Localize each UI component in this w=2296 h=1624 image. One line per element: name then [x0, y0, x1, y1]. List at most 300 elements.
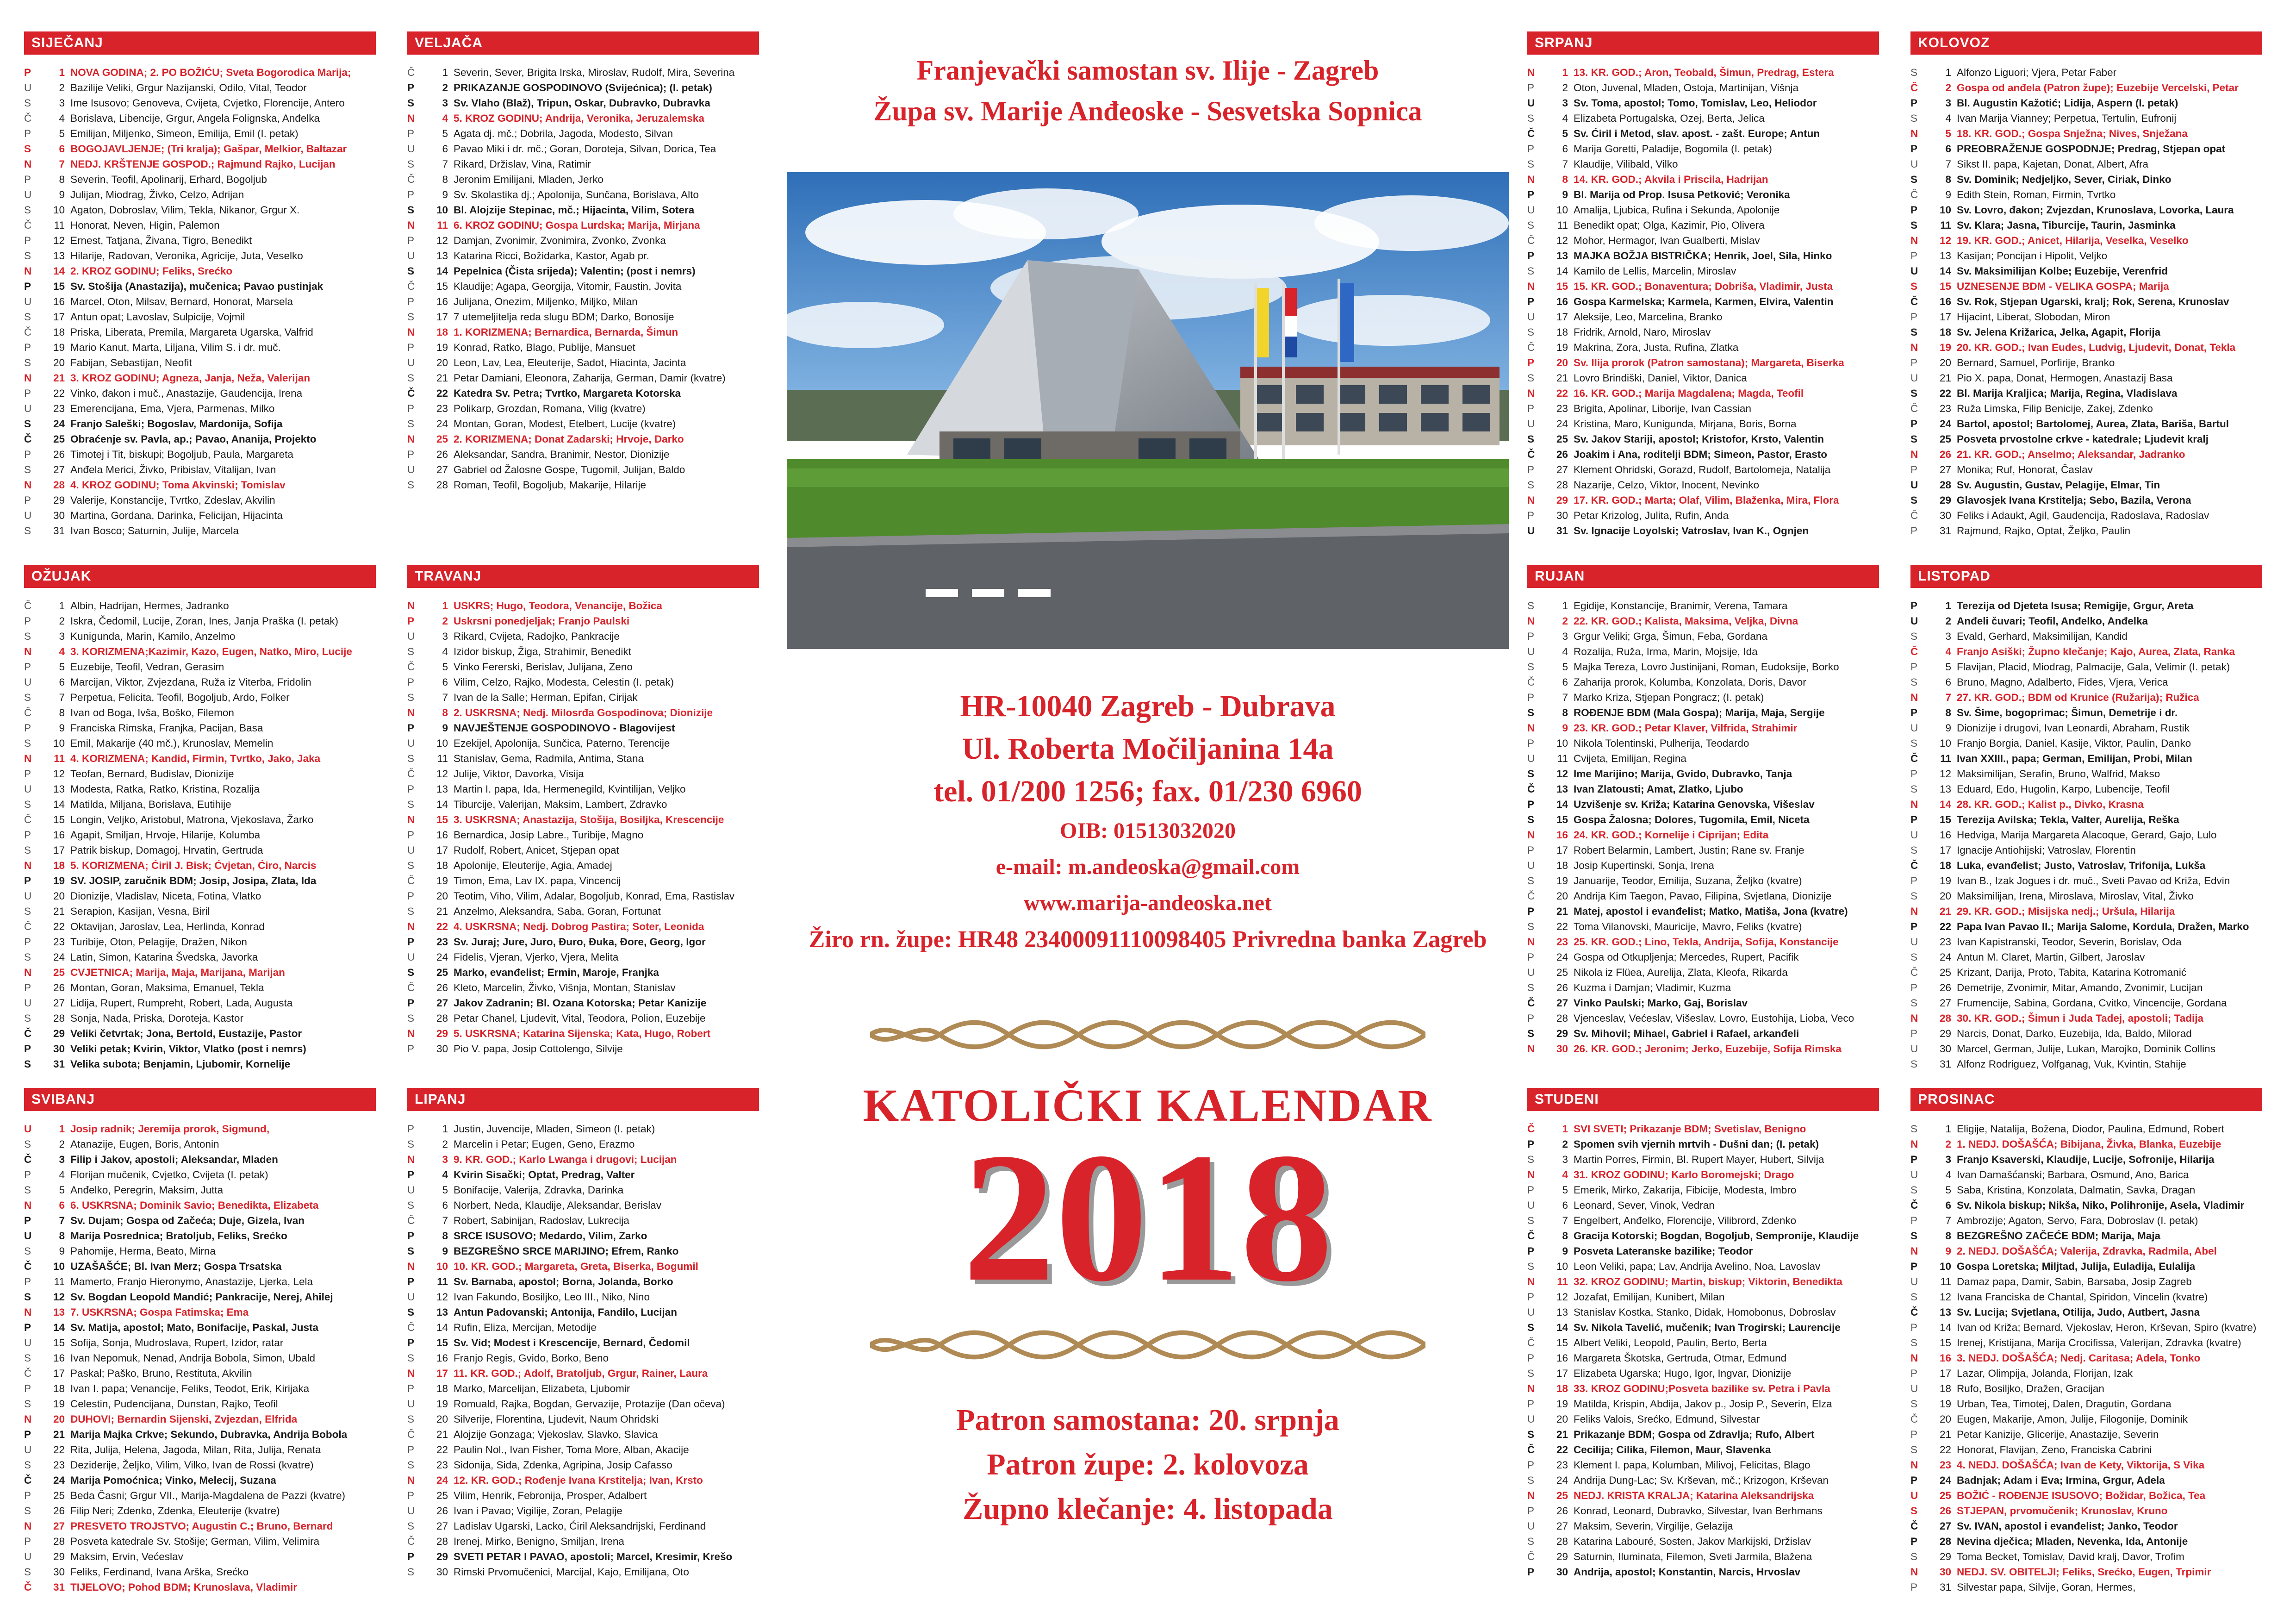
month-header: VELJAČA	[407, 31, 759, 55]
weekday-letter: Č	[1910, 82, 1918, 94]
weekday-letter: S	[407, 418, 415, 430]
day-row	[1527, 1350, 1879, 1366]
patron-monastery: Patron samostana: 20. srpnja	[956, 1403, 1339, 1437]
weekday-letter: S	[407, 1459, 415, 1471]
day-row	[1527, 263, 1879, 279]
day-row	[24, 1442, 376, 1457]
day-saints: Demetrije, Zvonimir, Mitar, Amando, Zvonimir, Lucijan	[1957, 982, 2203, 993]
weekday-letter: S	[407, 1413, 415, 1425]
weekday-letter: U	[407, 737, 415, 749]
day-number: 3	[442, 1154, 448, 1165]
day-number: 27	[436, 997, 448, 1009]
day-saints: Serapion, Kasijan, Vesna, Biril	[70, 906, 210, 917]
day-row	[407, 309, 759, 325]
day-list	[1527, 1121, 1879, 1580]
day-saints: Nazarije, Celzo, Viktor, Inocent, Nevinko	[1574, 479, 1760, 491]
day-saints: Paskal; Paško, Bruno, Restituta, Akvilin	[70, 1368, 252, 1379]
day-saints: Hilarije, Radovan, Veronika, Agricije, Juta, Veselko	[70, 250, 303, 262]
day-saints: Joakim i Ana, roditelji BDM; Simeon, Pastor, Erasto	[1574, 449, 1828, 460]
day-row	[1910, 1274, 2262, 1289]
day-row	[1527, 447, 1879, 462]
day-number: 10	[436, 737, 448, 749]
day-saints: Hijacint, Liberat, Slobodan, Miron	[1957, 311, 2110, 323]
day-row	[407, 462, 759, 477]
day-row	[24, 1152, 376, 1167]
day-number: 16	[53, 829, 65, 841]
day-row	[1527, 1335, 1879, 1350]
day-row	[407, 1350, 759, 1366]
day-saints: 7. USKRSNA; Gospa Fatimska; Ema	[70, 1306, 249, 1318]
weekday-letter: N	[407, 707, 415, 718]
day-saints: Oton, Juvenal, Mladen, Ostoja, Martinijan, Višnja	[1574, 82, 1799, 94]
weekday-letter: N	[1527, 1490, 1535, 1501]
day-row	[1910, 523, 2262, 538]
weekday-letter: S	[1527, 479, 1535, 491]
day-number: 12	[1556, 235, 1568, 246]
weekday-letter: U	[1527, 525, 1535, 537]
day-saints: Montan, Goran, Maksima, Emanuel, Tekla	[70, 982, 264, 993]
weekday-letter: S	[1910, 1184, 1918, 1196]
day-row	[24, 1381, 376, 1396]
church-photo-illustration	[787, 172, 1509, 649]
day-saints: Anđela Merici, Živko, Pribislav, Vitalijan, Ivan	[70, 464, 276, 475]
day-row	[1527, 1442, 1879, 1457]
weekday-letter: U	[1527, 1306, 1535, 1318]
weekday-letter: S	[1527, 158, 1535, 170]
day-saints: Marko Kriza, Stjepan Pongracz; (I. petak)	[1574, 692, 1764, 703]
weekday-letter: U	[24, 997, 32, 1009]
day-saints: NEDJ. KRŠTENJE GOSPOD.; Rajmund Rajko, Lucijan	[70, 158, 336, 170]
weekday-letter: Č	[1527, 1444, 1535, 1455]
weekday-letter: S	[24, 204, 31, 216]
day-saints: Severin, Teofil, Apolinarij, Erhard, Bogoljub	[70, 174, 267, 185]
day-saints: Lovro Brindiški, Daniel, Viktor, Danica	[1574, 372, 1747, 384]
day-row	[24, 965, 376, 980]
day-row	[1527, 1488, 1879, 1503]
weekday-letter: S	[1910, 219, 1918, 231]
day-saints: Norbert, Neda, Klaudije, Aleksandar, Berislav	[454, 1199, 661, 1211]
day-number: 6	[442, 676, 448, 688]
day-saints: Luka, evanđelist; Justo, Vatroslav, Trifonija, Lukša	[1957, 860, 2206, 871]
weekday-letter: S	[1910, 1444, 1918, 1455]
day-saints: Terezija Avilska; Tekla, Valter, Aurelija, Reška	[1957, 814, 2179, 825]
weekday-letter: S	[1910, 1551, 1918, 1562]
day-number: 2	[1562, 615, 1568, 627]
day-row	[407, 80, 759, 95]
weekday-letter: S	[1527, 1215, 1535, 1226]
weekday-letter: P	[24, 174, 31, 185]
day-number: 4	[1562, 646, 1568, 657]
weekday-letter: N	[1910, 1459, 1918, 1471]
weekday-letter: U	[407, 357, 415, 369]
day-row	[1527, 1564, 1879, 1580]
day-saints: Julije, Viktor, Davorka, Visija	[454, 768, 584, 780]
day-row	[1910, 1182, 2262, 1198]
day-row	[1527, 1305, 1879, 1320]
day-saints: STJEPAN, prvomučenik; Krunoslav, Kruno	[1957, 1505, 2168, 1517]
month-block-sijecanj	[24, 31, 376, 538]
day-saints: Toma Becket, Tomislav, David kralj, Davor, Trofim	[1957, 1551, 2184, 1562]
day-saints: 2. NEDJ. DOŠAŠĆA; Valerija, Zdravka, Radmila, Abel	[1957, 1245, 2217, 1257]
day-number: 7	[442, 158, 448, 170]
day-saints: Sv. Šime, bogoprimac; Šimun, Demetrije i dr.	[1957, 707, 2178, 718]
day-row	[1527, 1503, 1879, 1518]
day-row	[407, 1026, 759, 1041]
day-saints: Matej, apostol i evanđelist; Matko, Matiša, Jona (kvatre)	[1574, 906, 1848, 917]
day-saints: NOVA GODINA; 2. PO BOŽIĆU; Sveta Bogorodica Marija;	[70, 67, 351, 78]
day-row	[407, 629, 759, 644]
day-saints: PREOBRAŽENJE GOSPODNJE; Predrag, Stjepan opat	[1957, 143, 2226, 155]
day-saints: Sv. Vlaho (Blaž), Tripun, Oskar, Dubravko, Dubravka	[454, 97, 710, 109]
day-row	[24, 1213, 376, 1228]
weekday-letter: Č	[1527, 1230, 1535, 1242]
day-saints: BEZGREŠNO ZAČEĆE BDM; Marija, Maja	[1957, 1230, 2161, 1242]
weekday-letter: N	[1910, 128, 1918, 139]
weekday-letter: P	[407, 1230, 415, 1242]
day-row	[1527, 325, 1879, 340]
day-saints: Vinko Fererski, Berislav, Julijana, Zeno	[454, 661, 633, 673]
day-number: 3	[1562, 1154, 1568, 1165]
month-header: PROSINAC	[1910, 1088, 2262, 1111]
day-number: 14	[436, 265, 448, 277]
day-row	[1527, 873, 1879, 888]
day-list	[407, 598, 759, 1056]
day-row	[407, 95, 759, 111]
day-number: 31	[1939, 1581, 1951, 1593]
day-saints: Sidonija, Sida, Zdenka, Agripina, Josip Cafasso	[454, 1459, 672, 1471]
day-saints: Pahomije, Herma, Beato, Mirna	[70, 1245, 216, 1257]
weekday-letter: S	[1910, 783, 1918, 795]
day-number: 26	[1556, 449, 1568, 460]
day-number: 6	[1945, 1199, 1951, 1211]
day-number: 24	[1556, 418, 1568, 430]
day-row	[407, 827, 759, 843]
day-number: 5	[59, 128, 65, 139]
email-link[interactable]: e-mail: m.andeoska@gmail.com	[996, 855, 1300, 879]
day-row	[1910, 401, 2262, 416]
day-row	[1910, 888, 2262, 904]
weekday-letter: S	[1527, 219, 1535, 231]
weekday-letter: P	[24, 1169, 31, 1181]
day-row	[1527, 812, 1879, 827]
day-saints: Irenej, Kristijana, Marija Crocifissa, Valerijan, Zdravka (kvatre)	[1957, 1337, 2241, 1349]
day-number: 25	[1939, 1490, 1951, 1501]
day-row	[407, 218, 759, 233]
day-row	[1910, 80, 2262, 95]
day-row	[1527, 1026, 1879, 1041]
day-saints: Eugen, Makarije, Amon, Julije, Filogonije, Dominik	[1957, 1413, 2188, 1425]
day-row	[1527, 1534, 1879, 1549]
day-row	[407, 1473, 759, 1488]
weekday-letter: P	[1910, 464, 1918, 475]
day-saints: Klement I. papa, Kolumban, Milivoj, Felicitas, Blago	[1574, 1459, 1811, 1471]
day-number: 1	[59, 1123, 65, 1135]
day-row	[1910, 202, 2262, 218]
day-number: 23	[1556, 936, 1568, 948]
day-row	[1527, 95, 1879, 111]
weekday-letter: P	[1910, 357, 1918, 369]
day-saints: Rikard, Cvijeta, Radojko, Pankracije	[454, 631, 620, 642]
day-row	[24, 1366, 376, 1381]
day-number: 21	[53, 1429, 65, 1440]
day-row	[24, 111, 376, 126]
day-saints: Borislava, Libencije, Grgur, Angela Folignska, Anđelka	[70, 112, 320, 124]
day-row	[24, 248, 376, 263]
day-row	[24, 1412, 376, 1427]
day-saints: Ivana Franciska de Chantal, Spiridon, Vincelin (kvatre)	[1957, 1291, 2208, 1303]
weekday-letter: Č	[1527, 449, 1535, 460]
day-number: 15	[436, 281, 448, 292]
day-number: 14	[53, 265, 65, 277]
weekday-letter: S	[24, 1505, 31, 1517]
weekday-letter: S	[24, 1058, 31, 1070]
day-number: 5	[1562, 1184, 1568, 1196]
oib: OIB: 01513032020	[1059, 818, 1236, 843]
day-number: 8	[59, 707, 65, 718]
day-saints: NEDJ. SV. OBITELJI; Feliks, Srećko, Eugen, Trpimir	[1957, 1566, 2211, 1578]
day-number: 20	[436, 1413, 448, 1425]
day-saints: Bernardica, Josip Labre., Turibije, Magno	[454, 829, 644, 841]
weekday-letter: S	[24, 1352, 31, 1364]
day-row	[1527, 613, 1879, 629]
day-number: 12	[436, 235, 448, 246]
day-number: 18	[1939, 326, 1951, 338]
day-saints: Zaharija prorok, Kolumba, Konzolata, Doris, Davor	[1574, 676, 1806, 688]
weekday-letter: S	[24, 906, 31, 917]
day-row	[24, 1243, 376, 1259]
weekday-letter: P	[1910, 1154, 1918, 1165]
day-row	[407, 736, 759, 751]
day-row	[24, 1350, 376, 1366]
day-saints: Ivan XXIII., papa; German, Emilijan, Probi, Milan	[1957, 753, 2192, 764]
day-row	[1910, 827, 2262, 843]
day-number: 13	[1556, 250, 1568, 262]
weekday-letter: S	[24, 1566, 31, 1578]
weekday-letter: P	[407, 1551, 415, 1562]
month-header: KOLOVOZ	[1910, 31, 2262, 55]
day-row	[1910, 751, 2262, 766]
day-number: 22	[53, 387, 65, 399]
weekday-letter: Č	[407, 387, 415, 399]
day-saints: Kristina, Maro, Kunigunda, Mirjana, Boris, Borna	[1574, 418, 1797, 430]
day-saints: 26. KR. GOD.; Jeronim; Jerko, Euzebije, Sofija Rimska	[1574, 1043, 1842, 1055]
day-number: 12	[1556, 768, 1568, 780]
day-row	[407, 751, 759, 766]
day-number: 7	[442, 1215, 448, 1226]
day-row	[1527, 1366, 1879, 1381]
day-saints: 13. KR. GOD.; Aron, Teobald, Šimun, Predrag, Estera	[1574, 67, 1834, 78]
day-row	[1527, 218, 1879, 233]
day-saints: Franjo Asiški; Župno klečanje; Kajo, Aurea, Zlata, Ranka	[1957, 646, 2235, 657]
day-saints: Damaz papa, Damir, Sabin, Barsaba, Josip Zagreb	[1957, 1276, 2192, 1287]
day-row	[24, 508, 376, 523]
weekday-letter: U	[24, 296, 32, 307]
weekday-letter: P	[407, 676, 415, 688]
day-list	[407, 1121, 759, 1580]
day-number: 28	[1939, 479, 1951, 491]
weekday-letter: N	[1527, 722, 1535, 734]
day-row	[1527, 416, 1879, 431]
day-row	[407, 233, 759, 248]
month-block-lipanj	[407, 1088, 759, 1580]
day-row	[24, 1041, 376, 1056]
day-saints: Vinko Paulski; Marko, Gaj, Borislav	[1574, 997, 1748, 1009]
day-saints: Sv. IVAN, apostol i evanđelist; Janko, Teodor	[1957, 1520, 2178, 1532]
day-number: 19	[53, 342, 65, 353]
day-number: 19	[1939, 1398, 1951, 1410]
day-row	[1910, 1473, 2262, 1488]
day-row	[1527, 1121, 1879, 1137]
day-saints: Teofan, Bernard, Budislav, Dionizije	[70, 768, 234, 780]
day-saints: Paulin Nol., Ivan Fisher, Toma More, Alban, Akacije	[454, 1444, 689, 1455]
day-number: 30	[53, 1043, 65, 1055]
day-saints: Gospa Loretska; Miljtad, Julija, Euladija, Eulalija	[1957, 1261, 2196, 1272]
day-saints: 22. KR. GOD.; Kalista, Maksima, Veljka, Divna	[1574, 615, 1798, 627]
day-row	[24, 1335, 376, 1350]
day-row	[1910, 598, 2262, 613]
day-row	[1527, 797, 1879, 812]
day-number: 26	[436, 449, 448, 460]
day-saints: SV. JOSIP, zaručnik BDM; Josip, Josipa, Zlata, Ida	[70, 875, 317, 887]
day-row	[1527, 1182, 1879, 1198]
day-row	[1910, 141, 2262, 156]
day-saints: 5. KORIZMENA; Ćiril J. Bisk; Ćvjetan, Ćiro, Narcis	[70, 860, 317, 871]
day-row	[407, 1320, 759, 1335]
day-number: 1	[442, 1123, 448, 1135]
day-saints: Ivan Kapistranski, Teodor, Severin, Borislav, Oda	[1957, 936, 2182, 948]
day-number: 17	[436, 1368, 448, 1379]
day-row	[24, 477, 376, 493]
day-saints: Emil, Makarije (40 mč.), Krunoslav, Memelin	[70, 737, 274, 749]
day-saints: Gospa Karmelska; Karmela, Karmen, Elvira, Valentin	[1574, 296, 1834, 307]
weekday-letter: P	[1527, 1012, 1535, 1024]
day-saints: Antun opat; Lavoslav, Sulpicije, Vojmil	[70, 311, 245, 323]
day-saints: Fabijan, Sebastijan, Neofit	[70, 357, 192, 369]
day-saints: Saturnin, Iluminata, Filemon, Sveti Jarmila, Blažena	[1574, 1551, 1812, 1562]
day-number: 1	[442, 600, 448, 612]
weekday-letter: Č	[1527, 1551, 1535, 1562]
weekday-letter: S	[407, 97, 415, 109]
weekday-letter: S	[407, 906, 415, 917]
day-number: 7	[59, 158, 65, 170]
weekday-letter: S	[24, 250, 31, 262]
day-number: 24	[53, 418, 65, 430]
day-saints: Sv. Lovro, đakon; Zvjezdan, Krunoslava, Lovorka, Laura	[1957, 204, 2234, 216]
day-row	[1527, 1213, 1879, 1228]
day-row	[1527, 659, 1879, 675]
day-row	[24, 1056, 376, 1072]
day-number: 2	[1945, 1138, 1951, 1150]
day-saints: Rudolf, Robert, Anicet, Stjepan opat	[454, 844, 619, 856]
website-link[interactable]: www.marija-andeoska.net	[1024, 891, 1272, 915]
weekday-letter: N	[407, 112, 415, 124]
weekday-letter: Č	[1910, 296, 1918, 307]
day-saints: Atanazije, Eugen, Boris, Antonin	[70, 1138, 219, 1150]
day-row	[407, 949, 759, 965]
weekday-letter: U	[1910, 1169, 1918, 1181]
day-saints: Nikola Tolentinski, Pulherija, Teodardo	[1574, 737, 1749, 749]
weekday-letter: S	[1527, 661, 1535, 673]
day-row	[1527, 690, 1879, 705]
day-number: 12	[1939, 1291, 1951, 1303]
weekday-letter: U	[1910, 479, 1918, 491]
day-number: 23	[436, 403, 448, 414]
day-row	[407, 263, 759, 279]
weekday-letter: S	[24, 692, 31, 703]
day-row	[1527, 766, 1879, 781]
day-number: 10	[1939, 1261, 1951, 1272]
day-saints: Lidija, Rupert, Rumpreht, Robert, Lada, Augusta	[70, 997, 293, 1009]
month-block-listopad	[1910, 565, 2262, 1072]
day-row	[1910, 1366, 2262, 1381]
day-number: 13	[53, 250, 65, 262]
day-saints: Kvirin Sisački; Optat, Predrag, Valter	[454, 1169, 635, 1181]
day-number: 18	[1556, 1383, 1568, 1394]
day-row	[407, 720, 759, 736]
day-saints: 21. KR. GOD.; Anselmo; Aleksandar, Jadranko	[1957, 449, 2185, 460]
day-row	[24, 904, 376, 919]
day-number: 24	[53, 1474, 65, 1486]
weekday-letter: Č	[1527, 1337, 1535, 1349]
day-row	[1527, 827, 1879, 843]
weekday-letter: S	[407, 1306, 415, 1318]
weekday-letter: P	[24, 722, 31, 734]
day-number: 19	[53, 1398, 65, 1410]
day-number: 11	[1940, 753, 1951, 764]
day-list	[1910, 65, 2262, 538]
day-number: 10	[1939, 204, 1951, 216]
day-number: 16	[1939, 829, 1951, 841]
day-number: 20	[1939, 1413, 1951, 1425]
day-row	[1527, 736, 1879, 751]
day-number: 6	[1562, 676, 1568, 688]
day-saints: Grgur Veliki; Grga, Šimun, Feba, Gordana	[1574, 631, 1767, 642]
day-row	[24, 827, 376, 843]
day-row	[1910, 1198, 2262, 1213]
weekday-letter: P	[1527, 692, 1535, 703]
weekday-letter: S	[1910, 676, 1918, 688]
day-row	[1527, 888, 1879, 904]
day-number: 6	[59, 1199, 65, 1211]
weekday-letter: S	[407, 372, 415, 384]
day-row	[24, 781, 376, 797]
weekday-letter: P	[1527, 906, 1535, 917]
day-saints: Alfonzo Liguori; Vjera, Petar Faber	[1957, 67, 2117, 78]
day-row	[1910, 1412, 2262, 1427]
day-number: 26	[1556, 1505, 1568, 1517]
day-number: 4	[59, 646, 65, 657]
weekday-letter: Č	[24, 219, 32, 231]
day-saints: Leon Veliki, papa; Lav, Andrija Avelino, Noa, Lavoslav	[1574, 1261, 1821, 1272]
day-row	[1910, 1396, 2262, 1412]
weekday-letter: P	[24, 281, 31, 292]
day-saints: 4. KORIZMENA; Kandid, Firmin, Tvrtko, Jako, Jaka	[70, 753, 321, 764]
day-saints: Vjenceslav, Većeslav, Višeslav, Lovro, Eustohija, Lioba, Veco	[1574, 1012, 1854, 1024]
weekday-letter: P	[1527, 510, 1535, 521]
weekday-letter: S	[1910, 1398, 1918, 1410]
day-saints: Frumencije, Sabina, Gordana, Cvitko, Vincencije, Gordana	[1957, 997, 2227, 1009]
day-number: 24	[1556, 1474, 1568, 1486]
weekday-letter: U	[24, 676, 32, 688]
day-number: 14	[1939, 1322, 1951, 1333]
day-number: 10	[436, 1261, 448, 1272]
day-row	[407, 598, 759, 613]
day-saints: SVI SVETI; Prikazanje BDM; Svetislav, Benigno	[1574, 1123, 1806, 1135]
day-row	[1910, 355, 2262, 370]
day-number: 2	[442, 1138, 448, 1150]
day-row	[1527, 1198, 1879, 1213]
weekday-letter: P	[1910, 250, 1918, 262]
